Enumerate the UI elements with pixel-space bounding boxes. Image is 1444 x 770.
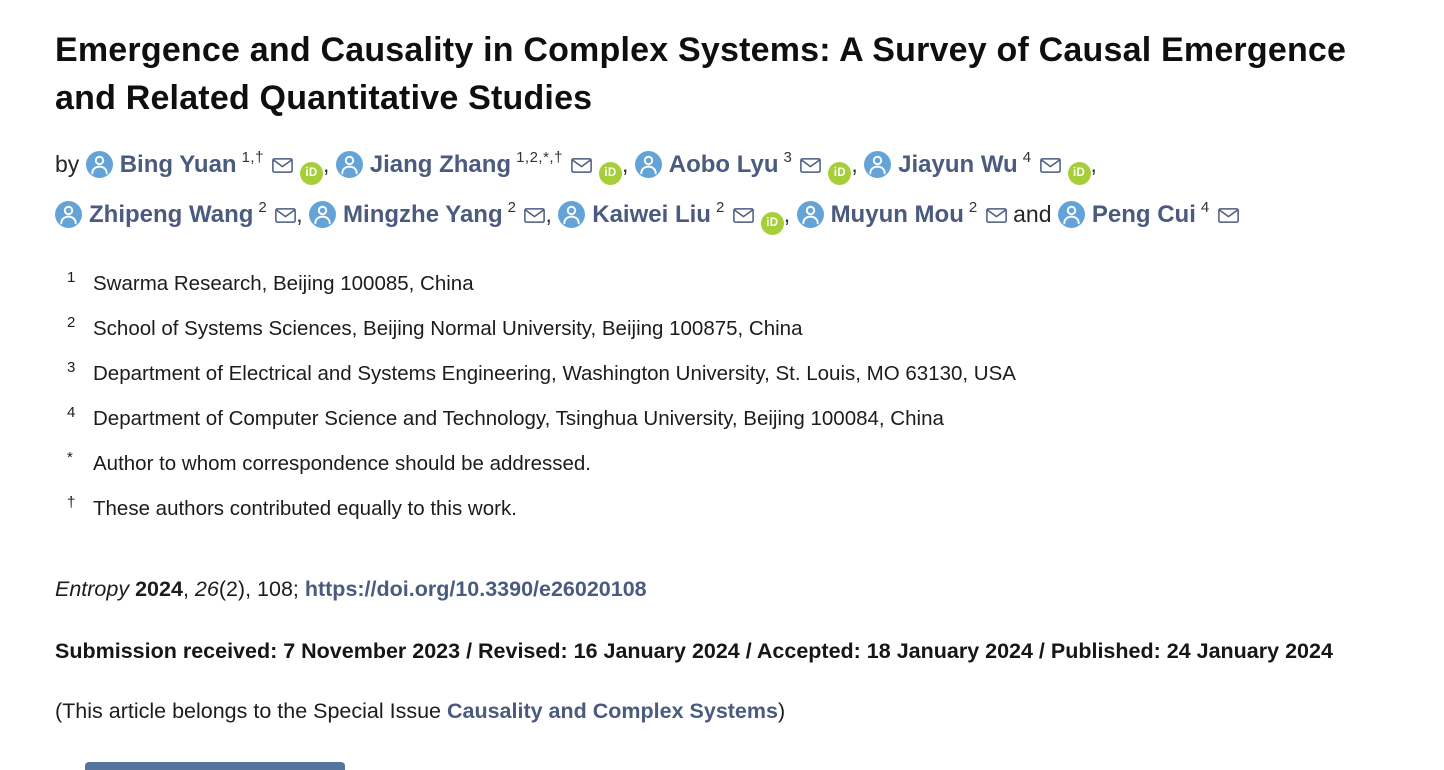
author-affiliation-superscript: 2 [968,199,978,216]
special-issue-prefix: (This article belongs to the Special Issue [55,699,447,723]
author-affiliation-superscript: 1,2,*,† [516,149,563,166]
special-issue-line [55,699,1400,724]
author [635,151,864,177]
email-icon[interactable] [524,193,545,236]
author-link[interactable]: Bing Yuan [119,151,237,178]
author [55,201,309,227]
author [336,151,635,177]
person-icon[interactable] [1058,201,1085,228]
affiliation-row [67,314,1400,341]
author-affiliation-superscript: 2 [258,199,268,216]
affiliation-text: Author to whom correspondence should be addressed. [93,452,592,475]
affiliation-row [67,404,1400,431]
orcid-icon[interactable]: iD [599,162,622,185]
orcid-icon[interactable]: iD [1068,162,1091,185]
author-link[interactable]: Zhipeng Wang [89,201,254,228]
author [309,201,558,227]
affiliation-marker: 4 [67,404,76,421]
citation-line [55,577,1400,602]
author-link[interactable]: Aobo Lyu [668,151,779,178]
email-icon[interactable] [275,193,296,236]
author [1058,201,1239,227]
author-affiliation-superscript: 4 [1022,149,1032,166]
email-icon[interactable] [1218,193,1239,236]
submission-dates: Submission received: 7 November 2023 / Revised: 16 January 2024 / Accepted: 18 January 2024 / Published: 24 January 2024 [55,639,1333,663]
person-icon[interactable] [864,151,891,178]
person-icon[interactable] [336,151,363,178]
author-separator-and: and [1006,201,1058,227]
author-link[interactable]: Jiayun Wu [898,151,1018,178]
journal-name: Entropy [55,577,130,601]
authors-list [55,151,1239,227]
orcid-icon[interactable]: iD [300,162,323,185]
affiliation-text: School of Systems Sciences, Beijing Normal University, Beijing 100875, China [93,317,803,340]
affiliation-text: Department of Electrical and Systems Engineering, Washington University, St. Louis, MO 63130, USA [93,362,1016,385]
person-icon[interactable] [309,201,336,228]
author-separator: , [296,201,310,227]
author-affiliation-superscript: 2 [715,199,725,216]
author-link[interactable]: Mingzhe Yang [343,201,503,228]
byline [55,136,1400,236]
author-affiliation-superscript: 3 [783,149,793,166]
byline-prefix: by [55,151,80,177]
email-icon[interactable] [733,193,754,236]
author-affiliation-superscript: 2 [507,199,517,216]
citation-volume: 26 [194,577,219,601]
author-separator: , [545,201,559,227]
author-affiliation-superscript: 4 [1200,199,1210,216]
affiliation-marker: 2 [67,314,76,331]
affiliation-text: Department of Computer Science and Technology, Tsinghua University, Beijing 100084, China [93,407,944,430]
author-separator: , [851,151,865,177]
citation-issue-pages: (2), 108; [218,577,305,601]
author-affiliation-superscript: 1,† [241,149,264,166]
orcid-icon[interactable]: iD [828,162,851,185]
affiliation-row [67,449,1400,476]
affiliation-marker: 1 [67,269,76,286]
doi-link[interactable]: https://doi.org/10.3390/e26020108 [304,577,647,601]
person-icon[interactable] [86,151,113,178]
email-icon[interactable] [571,143,592,186]
author-link[interactable]: Peng Cui [1091,201,1196,228]
affiliations-list [67,269,1400,521]
author [86,151,336,177]
affiliation-text: Swarma Research, Beijing 100085, China [93,272,474,295]
affiliation-marker: † [67,494,76,511]
affiliation-text: These authors contributed equally to this work. [93,497,517,520]
author [864,151,1097,177]
author-link[interactable]: Jiang Zhang [369,151,512,178]
affiliation-row [67,269,1400,296]
special-issue-suffix: ) [777,699,786,723]
orcid-icon[interactable]: iD [761,212,784,235]
author [797,201,1007,227]
person-icon[interactable] [558,201,585,228]
affiliation-marker: * [67,449,73,466]
email-icon[interactable] [272,143,293,186]
author-link[interactable]: Muyun Mou [830,201,964,228]
affiliation-marker: 3 [67,359,76,376]
citation-year: 2024 [135,577,183,601]
author-separator: , [1090,151,1097,177]
email-icon[interactable] [1040,143,1061,186]
person-icon[interactable] [55,201,82,228]
person-icon[interactable] [797,201,824,228]
person-icon[interactable] [635,151,662,178]
author-link[interactable]: Kaiwei Liu [592,201,711,228]
partially-visible-button[interactable] [85,762,345,770]
author-separator: , [621,151,635,177]
affiliation-row [67,494,1400,521]
author-separator: , [783,201,797,227]
author-separator: , [322,151,336,177]
email-icon[interactable] [800,143,821,186]
author [558,201,796,227]
citation-separator: , [182,577,195,601]
article-title: Emergence and Causality in Complex Systems: A Survey of Causal Emergence and Related Quantitative Studies [55,31,1347,117]
affiliation-row [67,359,1400,386]
special-issue-link[interactable]: Causality and Complex Systems [446,699,778,723]
email-icon[interactable] [986,193,1007,236]
